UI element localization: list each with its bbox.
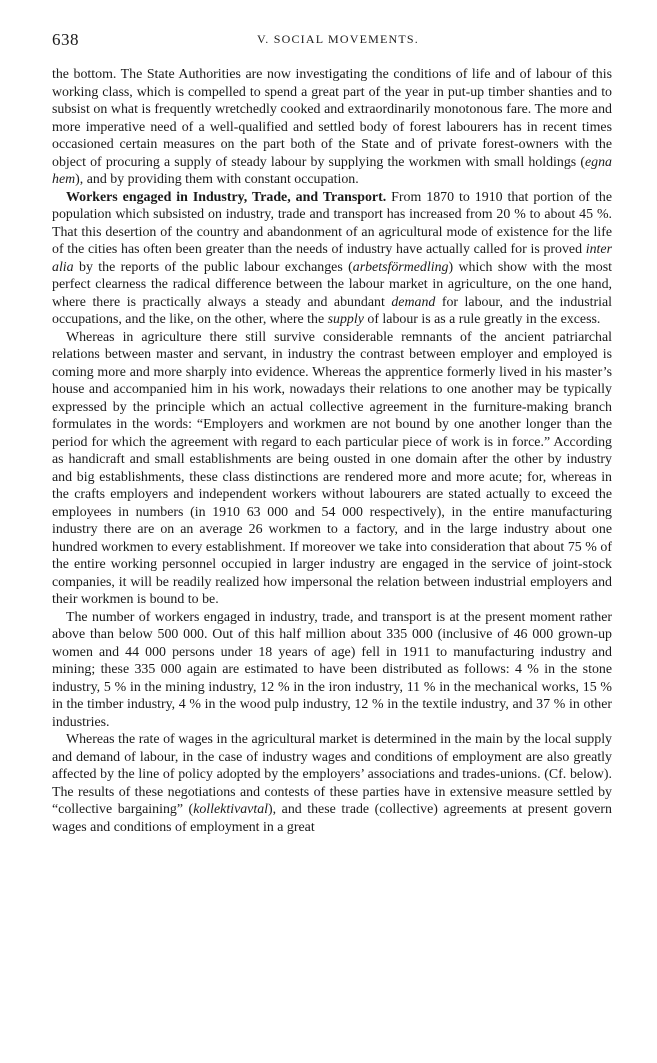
text-segment: ) which show with the most perfect clearness the radical difference between the labour market in agriculture, on the one hand, where there is practically always a steady and abundant (52, 259, 612, 310)
paragraph-wages (52, 731, 612, 836)
text-segment: The number of workers engaged in industry, trade, and transport is at the present moment rather above than below 500 000. Out of this half million about 335 000 (inclusive of 46 000 grown-up women and 44 000 persons under 18 years of age) fell in 1911 to manufacturing industry and mining; these 335 000 again are estimated to have been distributed as follows: 4 % in the stone industry, 5 % in the mining industry, 12 % in the iron industry, 11 % in the mechanical works, 15 % in the timber industry, 4 % in the wood pulp industry, 12 % in the textile industry, and 37 % in other industries. (52, 609, 612, 730)
text-segment: ), and these trade (collective) agreements at present govern wages and conditions of employment in a great (52, 802, 612, 835)
italic-term: demand (391, 294, 436, 310)
page-number: 638 (52, 30, 79, 49)
text-segment: Whereas the rate of wages in the agricultural market is determined in the main by the local supply and demand of labour, in the case of industry wages and conditions of employment are also greatly affected by the line of policy adopted by the employers’ associations and trades-unions. (Cf. below). The results of these negotiations and contests of these parties have in extensive measure settled by “collective bargaining” ( (52, 732, 612, 817)
running-header (52, 30, 612, 54)
section-heading-run-in: Workers engaged in Industry, Trade, and Transport. (66, 189, 387, 205)
text-segment: the bottom. The State Authorities are now investigating the conditions of life and of labour of this working class, which is compelled to spend a great part of the year in put-up timber shanties and to subsist on what is frequently wretchedly cooked and extraordinarily monotonous fare. The more and more imperative need of a well-qualified and settled body of forest labourers has in recent times occasioned certain measures on the part both of the State and of private forest-owners with the object of procuring a supply of steady labour by supplying the workmen with small holdings ( (52, 67, 612, 170)
text-segment: From 1870 to 1910 that portion of the population which subsisted on industry, trade and transport has increased from 20 % to about 45 %. That this desertion of the country and abandonment of an agricultural mode of existence for the life of the cities has often been greater than the needs of industry have actually called for is proved (52, 189, 612, 257)
text-segment: by the reports of the public labour exchanges ( (73, 259, 353, 275)
text-segment: of labour is as a rule greatly in the excess. (363, 312, 601, 327)
italic-term: arbetsförmedling (352, 259, 449, 275)
paragraph-workers-industry (52, 189, 612, 329)
italic-term: supply (327, 312, 364, 327)
italic-term: inter alia (52, 242, 612, 275)
text-segment: for labour, and the industrial occupations, and the like, on the other, where the (52, 294, 612, 327)
text-segment: ), and by providing them with constant occupation. (75, 172, 359, 187)
italic-term: kollektivavtal (193, 802, 269, 817)
document-page (52, 30, 612, 836)
italic-term: egna hem (52, 154, 612, 187)
text-segment: Whereas in agriculture there still survive considerable remnants of the ancient patriarchal relations between master and servant, in industry the contrast between employer and employed is coming more and more sharply into evidence. Whereas the apprentice formerly lived in his master’s house and accompanied him in his work, nowadays their relations to one another may be typically expressed by the principle which an actual collective agreement in the furniture-making branch formulates in the words: “Employers and workmen are not bound by one another longer than the period for which the agreement with regard to each particular piece of work is in force.” According as handicraft and small establishments are being ousted in one domain after the other by industry and big establishments, these class distinctions are rendered more and more acute; for, whereas in the crafts employers and independent workers without labourers are stated actually to exceed the employees in numbers (in 1910 63 000 and 54 000 respectively), in the entire manufacturing industry there are on an average 26 workmen to a factory, and in the large industry about one hundred workmen to every establishment. If moreover we take into consideration that about 75 % of the entire working personnel occupied in larger industry are engaged in the service of joint-stock companies, it will be readily realized how impersonal the relation between industrial employers and their workmen is bound to be. (52, 329, 612, 607)
paragraph-continuation (52, 66, 612, 189)
body-text (52, 66, 612, 836)
running-title: V. SOCIAL MOVEMENTS. (256, 32, 419, 46)
paragraph-patriarchal-relations (52, 329, 612, 609)
paragraph-number-of-workers (52, 609, 612, 732)
